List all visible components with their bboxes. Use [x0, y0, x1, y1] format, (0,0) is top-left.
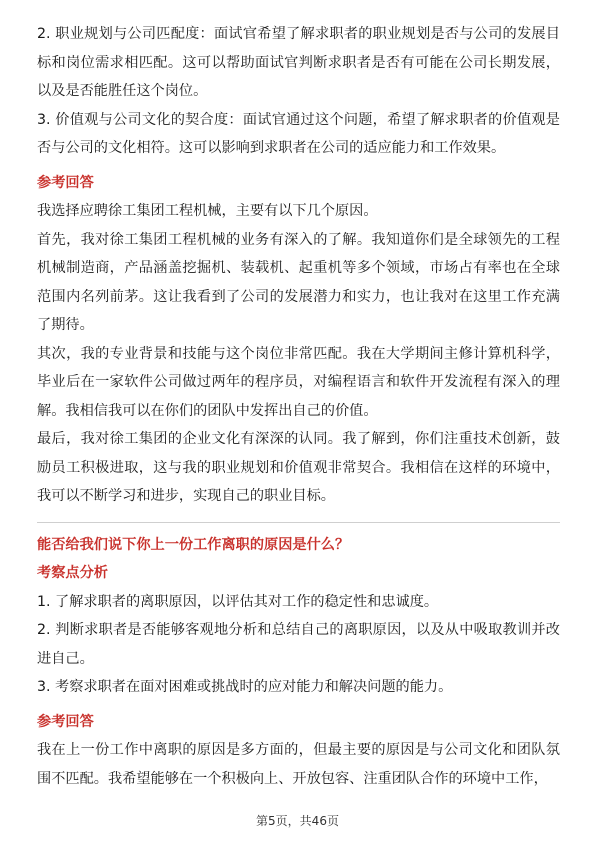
point-text: 2. 职业规划与公司匹配度：面试官希望了解求职者的职业规划是否与公司的发展目标和岗位需求相匹配。这可以帮助面试官判断求职者是否有可能在公司长期发展，以及是否能胜任这个岗位。	[37, 26, 560, 99]
answer-paragraph: 最后，我对徐工集团的企业文化有深深的认同。我了解到，你们注重技术创新，鼓励员工积极进取，这与我的职业规划和价值观非常契合。我相信在这样的环境中，我可以不断学习和进步，实现自己的职业目标。	[37, 431, 560, 504]
answer-paragraph: 我在上一份工作中离职的原因是多方面的，但最主要的原因是与公司文化和团队氛围不匹配。我希望能够在一个积极向上、开放包容、注重团队合作的环境中工作，	[37, 742, 560, 787]
answer-paragraph: 我选择应聘徐工集团工程机械，主要有以下几个原因。	[37, 203, 378, 219]
point-text: 3. 价值观与公司文化的契合度：面试官通过这个问题，希望了解求职者的价值观是否与公司的文化相符。这可以影响到求职者在公司的适应能力和工作效果。	[37, 111, 560, 156]
section-divider	[37, 522, 560, 523]
question-heading: 能否给我们说下你上一份工作离职的原因是什么？	[37, 536, 350, 553]
answer-paragraph: 其次，我的专业背景和技能与这个岗位非常匹配。我在大学期间主修计算机科学，毕业后在一家软件公司做过两年的程序员，对编程语言和软件开发流程有深入的理解。我相信我可以在你们的团队中发挥出自己的价值。	[37, 345, 560, 419]
answer-paragraph: 首先，我对徐工集团工程机械的业务有深入的了解。我知道你们是全球领先的工程机械制造商，产品涵盖挖掘机、装载机、起重机等多个领域，市场占有率也在全球范围内名列前茅。这让我看到了公司的发展潜力和实力，也让我对在这里工作充满了期待。	[37, 231, 560, 333]
answer-heading: 参考回答	[37, 174, 94, 191]
analysis-heading: 考察点分析	[37, 565, 108, 581]
analysis-point: 2. 判断求职者是否能够客观地分析和总结自己的离职原因，以及从中吸取教训并改进自己。	[37, 622, 560, 667]
analysis-point: 1. 了解求职者的离职原因，以评估其对工作的稳定性和忠诚度。	[37, 593, 439, 610]
page-number: 第5页，共46页	[256, 814, 339, 828]
answer-heading: 参考回答	[37, 713, 94, 730]
page-content	[37, 20, 560, 793]
analysis-point: 3. 考察求职者在面对困难或挑战时的应对能力和解决问题的能力。	[37, 679, 453, 695]
